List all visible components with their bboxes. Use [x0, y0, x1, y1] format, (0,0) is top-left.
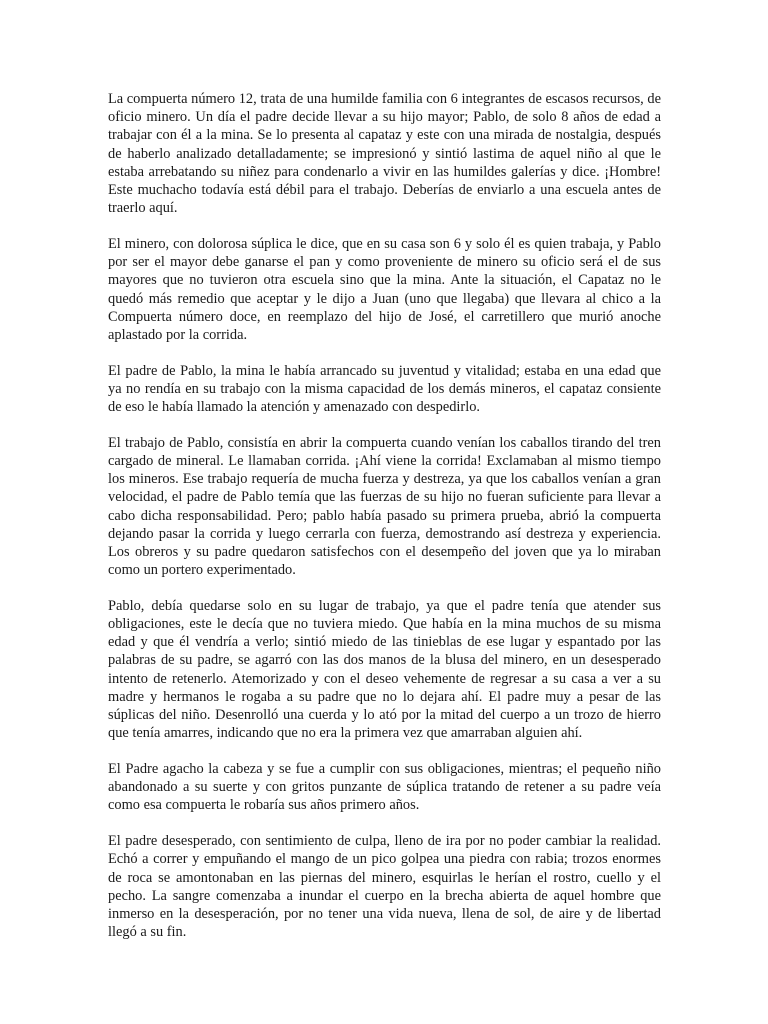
paragraph-7: El padre desesperado, con sentimiento de culpa, lleno de ira por no poder cambiar la realidad. Echó a correr y empuñando el mango de un pico golpea una piedra con rabia; trozos enormes de roca se amontonaban en las piernas del minero, esquirlas le herían el rostro, cuello y el pecho. La sangre comenzaba a inundar el cuerpo en la brecha abierta de aquel hombre que inmerso en la desesperación, por no tener una vida nueva, llena de sol, de aire y de libertad llegó a su fin. [108, 833, 661, 941]
paragraph-3: El padre de Pablo, la mina le había arrancado su juventud y vitalidad; estaba en una edad que ya no rendía en su trabajo con la misma capacidad de los demás mineros, el capataz consiente de eso le había llamado la atención y amenazado con despedirlo. [108, 362, 661, 416]
paragraph-5: Pablo, debía quedarse solo en su lugar de trabajo, ya que el padre tenía que atender sus obligaciones, este le decía que no tuviera miedo. Que había en la mina muchos de su misma edad y que él vendría a verlo; sintió miedo de las tinieblas de ese lugar y espantado por las palabras de su padre, se agarró con las dos manos de la blusa del minero, en un desesperado intento de retenerlo. Atemorizado y con el deseo vehemente de regresar a su casa a ver a su madre y hermanos le rogaba a su padre que no lo dejara ahí. El padre muy a pesar de las súplicas del niño. Desenrolló una cuerda y lo ató por la mitad del cuerpo a un trozo de hierro que tenía amarres, indicando que no era la primera vez que amarraban alguien ahí. [108, 597, 661, 742]
paragraph-1: La compuerta número 12, trata de una humilde familia con 6 integrantes de escasos recursos, de oficio minero. Un día el padre decide llevar a su hijo mayor; Pablo, de solo 8 años de edad a trabajar con él a la mina. Se lo presenta al capataz y este con una mirada de nostalgia, después de haberlo analizado detalladamente; se impresionó y sintió lastima de aquel niño al que le estaba arrebatando su niñez para condenarlo a vivir en las humildes galerías y dice. ¡Hombre! Este muchacho todavía está débil para el trabajo. Deberías de enviarlo a una escuela antes de traerlo aquí. [108, 91, 661, 217]
paragraph-6: El Padre agacho la cabeza y se fue a cumplir con sus obligaciones, mientras; el pequeño niño abandonado a su suerte y con gritos punzante de súplica tratando de retener a su padre veía como esa compuerta le robaría sus años primero años. [108, 761, 661, 814]
paragraph-2: El minero, con dolorosa súplica le dice, que en su casa son 6 y solo él es quien trabaja, y Pablo por ser el mayor debe ganarse el pan y como proveniente de minero su oficio será el de sus mayores que no tuvieron otra escuela sino que la mina. Ante la situación, el Capataz no le quedó más remedio que aceptar y le dijo a Juan (uno que llegaba) que llevara al chico a la Compuerta número doce, en reemplazo del hijo de José, el carretillero que murió anoche aplastado por la corrida. [108, 235, 661, 343]
document-page [108, 90, 661, 959]
paragraph-4: El trabajo de Pablo, consistía en abrir la compuerta cuando venían los caballos tirando del tren cargado de mineral. Le llamaban corrida. ¡Ahí viene la corrida! Exclamaban al mismo tiempo los mineros. Ese trabajo requería de mucha fuerza y destreza, ya que los caballos venían a gran velocidad, el padre de Pablo temía que las fuerzas de su hijo no fueran suficiente para llevar a cabo dicha responsabilidad. Pero; pablo había pasado su primera prueba, abrió la compuerta dejando pasar la corrida y luego cerrarla con fuerza, demostrando así destreza y experiencia. Los obreros y su padre quedaron satisfechos con el desempeño del joven que ya lo miraban como un portero experimentado. [108, 434, 661, 579]
